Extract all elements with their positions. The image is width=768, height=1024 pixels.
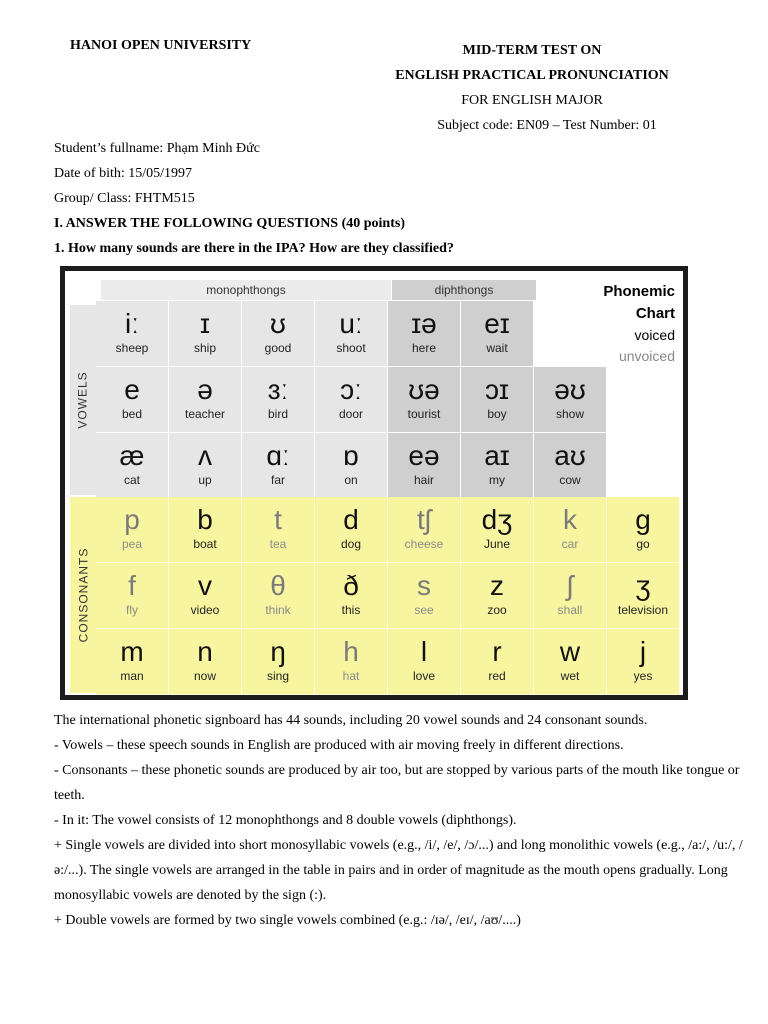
phoneme-symbol: b	[197, 504, 213, 535]
question-1: 1. How many sounds are there in the IPA? How are they classified?	[54, 241, 454, 256]
phoneme-cell	[169, 563, 242, 629]
phoneme-cell	[315, 367, 388, 433]
phoneme-symbol: eə	[408, 440, 440, 471]
phoneme-symbol: h	[343, 636, 359, 667]
example-word: see	[414, 603, 434, 617]
test-title-line-2: ENGLISH PRACTICAL PRONUNCIATION	[395, 68, 669, 83]
phoneme-symbol: g	[635, 504, 651, 535]
answer-text	[54, 708, 754, 933]
phoneme-symbol: əʊ	[554, 374, 586, 405]
example-word: bed	[121, 407, 143, 421]
example-word: cow	[559, 473, 581, 487]
example-word: shoot	[336, 341, 366, 355]
phoneme-symbol: ʊə	[408, 374, 440, 405]
phoneme-cell	[242, 433, 315, 499]
phoneme-symbol: t	[274, 504, 282, 535]
phoneme-symbol: m	[120, 636, 144, 667]
phoneme-cell	[461, 629, 534, 695]
example-word: zoo	[487, 603, 507, 617]
phoneme-cell	[461, 563, 534, 629]
phoneme-symbol: r	[492, 636, 502, 667]
example-word: fly	[126, 603, 138, 617]
example-word: hair	[413, 473, 434, 487]
phoneme-symbol: ð	[343, 570, 359, 601]
phoneme-symbol: k	[563, 504, 577, 535]
example-word: show	[555, 407, 584, 421]
example-word: teacher	[184, 407, 226, 421]
phoneme-symbol: iː	[125, 308, 139, 339]
phoneme-symbol: ʌ	[198, 440, 212, 471]
example-word: ship	[193, 341, 216, 355]
example-word: shall	[557, 603, 583, 617]
phoneme-cell	[461, 367, 534, 433]
phoneme-cell	[315, 563, 388, 629]
phoneme-symbol: ʊ	[270, 308, 286, 339]
example-word: pea	[121, 537, 143, 551]
phoneme-symbol: n	[197, 636, 213, 667]
phoneme-cell	[534, 433, 607, 499]
example-word: tea	[269, 537, 287, 551]
example-word: door	[338, 407, 364, 421]
phoneme-cell	[388, 563, 461, 629]
phoneme-cell	[96, 629, 169, 695]
example-word: cat	[123, 473, 140, 487]
example-word: sing	[266, 669, 289, 683]
example-word: love	[412, 669, 435, 683]
phoneme-cell	[388, 497, 461, 563]
phoneme-cell	[242, 629, 315, 695]
answer-paragraph: + Single vowels are divided into short monosyllabic vowels (e.g., /i/, /e/, /ɔ/...) and long monolithic vowels (e.g., /a:/, /u:/, /ə:/...). The single vowels are arranged in the table in pairs and in order of magnitude as the mouth opens gradually. Long monosyllabic vowels are denoted by the sign (:).	[54, 838, 743, 903]
phoneme-symbol: tʃ	[417, 504, 431, 535]
phoneme-symbol: ɔɪ	[485, 374, 509, 405]
example-word: man	[120, 669, 144, 683]
legend-title-2: Chart	[635, 305, 675, 322]
monophthongs-header: monophthongs	[101, 280, 391, 300]
phoneme-symbol: ə	[197, 374, 213, 405]
phoneme-symbol: uː	[339, 308, 363, 339]
phoneme-cell	[388, 367, 461, 433]
phoneme-cell	[96, 497, 169, 563]
legend-unvoiced: unvoiced	[618, 348, 675, 364]
phoneme-cell	[96, 433, 169, 499]
test-heading	[360, 38, 704, 138]
test-audience: FOR ENGLISH MAJOR	[461, 93, 603, 108]
answer-paragraph: - In it: The vowel consists of 12 monophthongs and 8 double vowels (diphthongs).	[54, 813, 517, 828]
phoneme-cell	[534, 367, 607, 433]
phonemic-chart	[60, 266, 688, 700]
test-title-line-1: MID-TERM TEST ON	[462, 43, 602, 58]
phoneme-symbol: ɪ	[200, 308, 210, 339]
phoneme-cell	[388, 301, 461, 367]
phoneme-cell	[96, 301, 169, 367]
phoneme-symbol: s	[417, 570, 431, 601]
phoneme-symbol: ɪə	[411, 308, 437, 339]
phoneme-symbol: l	[420, 636, 428, 667]
phoneme-cell	[534, 497, 607, 563]
answer-paragraph: + Double vowels are formed by two single vowels combined (e.g.: /ɪə/, /eɪ/, /aʊ/....)	[54, 913, 521, 928]
phoneme-cell	[242, 301, 315, 367]
example-word: far	[270, 473, 285, 487]
phoneme-cell	[461, 301, 534, 367]
phoneme-symbol: ɜː	[267, 374, 289, 405]
example-word: here	[411, 341, 437, 355]
phoneme-cell	[315, 433, 388, 499]
phoneme-symbol: eɪ	[484, 308, 510, 339]
phoneme-cell	[96, 367, 169, 433]
subject-code: Subject code: EN09 – Test Number: 01	[437, 118, 657, 133]
phoneme-symbol: dʒ	[481, 504, 513, 535]
example-word: tourist	[407, 407, 441, 421]
example-word: red	[488, 669, 506, 683]
phoneme-cell	[169, 367, 242, 433]
chart-legend	[603, 281, 675, 367]
phoneme-symbol: v	[198, 570, 212, 601]
phoneme-symbol: θ	[270, 570, 286, 601]
legend-voiced: voiced	[634, 327, 675, 343]
answer-paragraph: - Vowels – these speech sounds in English are produced with air moving freely in different directions.	[54, 738, 624, 753]
example-word: boat	[193, 537, 217, 551]
student-info	[54, 136, 454, 261]
phoneme-cell	[169, 433, 242, 499]
example-word: dog	[340, 537, 362, 551]
example-word: video	[190, 603, 220, 617]
example-word: car	[561, 537, 579, 551]
example-word: bird	[267, 407, 288, 421]
phoneme-cell	[169, 497, 242, 563]
phoneme-symbol: f	[128, 570, 136, 601]
phoneme-symbol: d	[343, 504, 359, 535]
phoneme-cell	[607, 497, 680, 563]
vowels-side-label: VOWELS	[70, 305, 96, 495]
phoneme-cell	[315, 629, 388, 695]
legend-title-1: Phonemic	[603, 283, 675, 300]
phoneme-symbol: z	[490, 570, 504, 601]
example-word: on	[344, 473, 358, 487]
example-word: wet	[560, 669, 580, 683]
phoneme-symbol: j	[639, 636, 647, 667]
phoneme-cell	[534, 629, 607, 695]
example-word: yes	[633, 669, 653, 683]
phoneme-cell	[315, 301, 388, 367]
example-word: boy	[487, 407, 507, 421]
example-word: good	[264, 341, 292, 355]
phoneme-cell	[169, 629, 242, 695]
example-word: June	[483, 537, 511, 551]
phoneme-cell	[607, 629, 680, 695]
phoneme-cell	[315, 497, 388, 563]
example-word: now	[193, 669, 216, 683]
diphthongs-header: diphthongs	[392, 280, 536, 300]
phoneme-cell	[388, 433, 461, 499]
student-fullname: Student’s fullname: Phạm Minh Đức	[54, 141, 260, 156]
phoneme-symbol: e	[124, 374, 140, 405]
example-word: television	[617, 603, 669, 617]
phoneme-symbol: ŋ	[270, 636, 286, 667]
example-word: sheep	[115, 341, 149, 355]
phoneme-symbol: ɔː	[340, 374, 362, 405]
university-name: HANOI OPEN UNIVERSITY	[70, 38, 252, 53]
example-word: this	[341, 603, 361, 617]
example-word: cheese	[404, 537, 444, 551]
phoneme-symbol: ʃ	[566, 570, 574, 601]
phoneme-symbol: ɑː	[266, 440, 290, 471]
phoneme-symbol: æ	[119, 440, 145, 471]
student-group: Group/ Class: FHTM515	[54, 191, 195, 206]
example-word: wait	[486, 341, 508, 355]
phoneme-cell	[96, 563, 169, 629]
phoneme-cell	[242, 563, 315, 629]
example-word: hat	[342, 669, 360, 683]
phoneme-symbol: aɪ	[484, 440, 510, 471]
example-word: go	[636, 537, 650, 551]
phoneme-cell	[461, 433, 534, 499]
phoneme-cell	[169, 301, 242, 367]
phoneme-cell	[242, 367, 315, 433]
phoneme-cell	[461, 497, 534, 563]
phoneme-symbol: ʒ	[635, 570, 651, 601]
answer-paragraph: The international phonetic signboard has 44 sounds, including 20 vowel sounds and 24 consonant sounds.	[54, 713, 648, 728]
phoneme-symbol: ɒ	[343, 440, 359, 471]
section-title: I. ANSWER THE FOLLOWING QUESTIONS (40 points)	[54, 216, 405, 231]
phoneme-symbol: aʊ	[554, 440, 586, 471]
phoneme-cell	[388, 629, 461, 695]
phoneme-cell	[242, 497, 315, 563]
example-word: up	[198, 473, 212, 487]
phoneme-cell	[534, 563, 607, 629]
consonants-side-label: CONSONANTS	[70, 497, 96, 693]
student-dob: Date of bith: 15/05/1997	[54, 166, 193, 181]
phoneme-cell	[607, 563, 680, 629]
phoneme-symbol: p	[124, 504, 140, 535]
example-word: my	[489, 473, 505, 487]
answer-paragraph: - Consonants – these phonetic sounds are produced by air too, but are stopped by various parts of the mouth like tongue or teeth.	[54, 763, 740, 803]
example-word: think	[265, 603, 291, 617]
phoneme-symbol: w	[559, 636, 581, 667]
